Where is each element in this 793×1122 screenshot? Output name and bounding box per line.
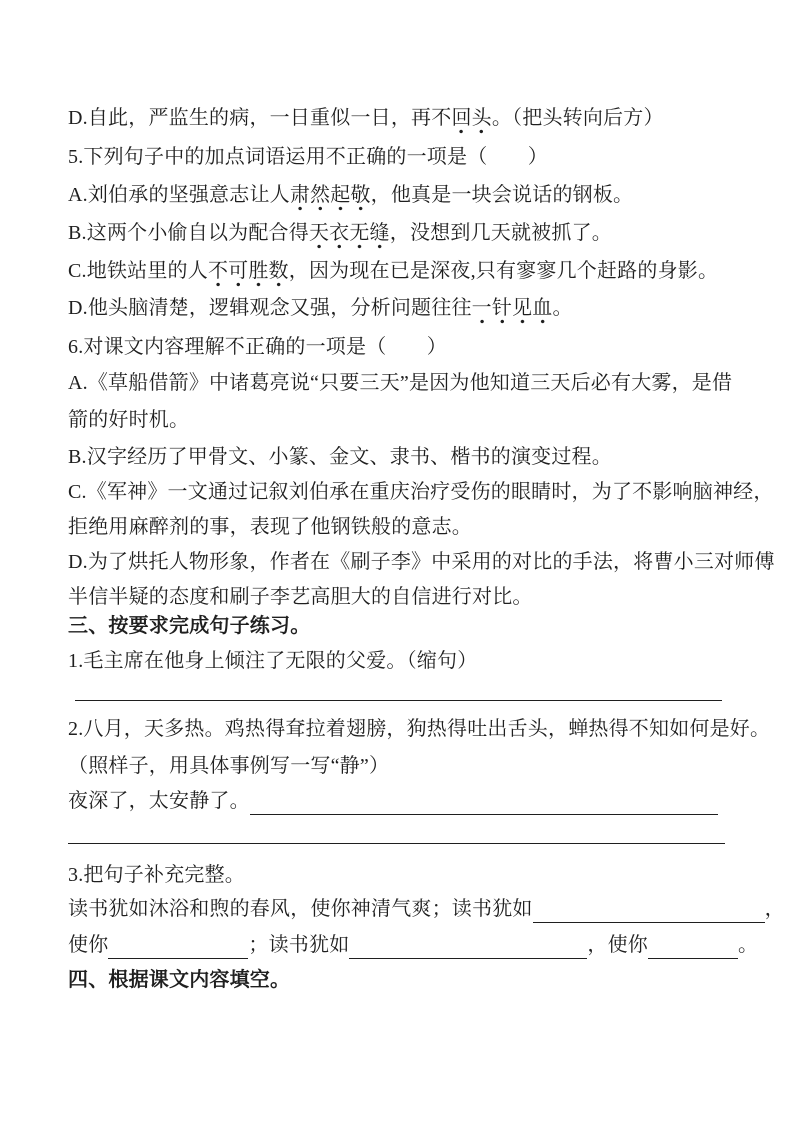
answer-blank	[648, 934, 738, 959]
text-segment: 。（把头转向后方）	[491, 107, 664, 129]
answer-line-1	[75, 700, 722, 701]
emphasized-phrase: 天衣无缝	[309, 222, 390, 249]
emphasized-phrase: 回头	[451, 107, 491, 134]
text-segment: A.《草船借箭》中诸葛亮说“只要三天”是因为他知道三天后必有大雾，是借	[68, 372, 733, 394]
option-6d-line2	[68, 583, 788, 611]
answer-blank	[533, 898, 765, 923]
text-segment: 夜深了，太安静了。	[68, 790, 250, 812]
text-segment: 。	[738, 934, 759, 956]
text-segment: D.自此，严监生的病，一日重似一日，再不	[68, 107, 452, 129]
text-segment: B.这两个小偷自以为配合得	[68, 222, 309, 244]
text-segment: 。	[552, 297, 573, 319]
question-3-3-line1	[68, 895, 788, 923]
text-segment: 5.下列句子中的加点词语运用不正确的一项是（ ）	[68, 146, 548, 168]
question-3-2-line1	[68, 715, 788, 743]
answer-blank	[108, 934, 248, 959]
text-segment: ，	[764, 898, 785, 920]
text-segment: 四、根据课文内容填空。	[68, 969, 291, 991]
text-segment: 3.把句子补充完整。	[68, 864, 245, 886]
emphasized-phrase: 不可胜数	[208, 260, 289, 287]
text-segment: 2.八月，天多热。鸡热得耷拉着翅膀，狗热得吐出舌头，蝉热得不知如何是好。	[68, 718, 771, 740]
text-segment: （照样子，用具体事例写一写“静”）	[68, 755, 390, 777]
emphasized-phrase: 肃然起敬	[290, 184, 371, 211]
text-segment: 读书犹如沐浴和煦的春风，使你神清气爽；读书犹如	[68, 898, 533, 920]
answer-blank	[250, 790, 718, 815]
text-segment: ，使你	[587, 934, 649, 956]
question-5	[68, 143, 788, 171]
option-6a-line2	[68, 406, 788, 434]
option-6c-line2	[68, 513, 788, 541]
text-segment: D.为了烘托人物形象，作者在《刷子李》中采用的对比的手法，将曹小三对师傅	[68, 551, 775, 573]
option-5a	[68, 181, 788, 209]
section-3-heading	[68, 612, 788, 640]
answer-blank	[349, 934, 587, 959]
text-segment: 6.对课文内容理解不正确的一项是（ ）	[68, 336, 447, 358]
text-segment: B.汉字经历了甲骨文、小篆、金文、隶书、楷书的演变过程。	[68, 446, 612, 468]
option-6d-line1	[68, 548, 788, 576]
text-segment: A.刘伯承的坚强意志让人	[68, 184, 290, 206]
text-segment: ；读书犹如	[248, 934, 350, 956]
option-5b	[68, 219, 788, 247]
option-6a-line1	[68, 369, 788, 397]
question-3-3-line2	[68, 931, 788, 959]
option-5d	[68, 294, 788, 322]
text-segment: 箭的好时机。	[68, 409, 190, 431]
text-segment: 半信半疑的态度和刷子李艺高胆大的自信进行对比。	[68, 586, 533, 608]
question-3-2-line2	[68, 752, 788, 780]
option-6b	[68, 443, 788, 471]
text-segment: C.地铁站里的人	[68, 260, 208, 282]
text-segment: C.《军神》一文通过记叙刘伯承在重庆治疗受伤的眼睛时，为了不影响脑神经，	[68, 481, 774, 503]
text-segment: ，他真是一块会说话的钢板。	[370, 184, 634, 206]
text-segment: ，没想到几天就被抓了。	[389, 222, 612, 244]
text-segment: ，因为现在已是深夜,只有寥寥几个赶路的身影。	[288, 260, 719, 282]
emphasized-phrase: 一针见血	[472, 297, 553, 324]
question-3-3	[68, 861, 788, 889]
section-4-heading	[68, 966, 788, 994]
text-segment: D.他头脑清楚，逻辑观念又强，分析问题往往	[68, 297, 472, 319]
question-6	[68, 333, 788, 361]
question-3-2-answer	[68, 787, 788, 815]
text-segment: 1.毛主席在他身上倾注了无限的父爱。（缩句）	[68, 650, 478, 672]
text-segment: 使你	[68, 934, 109, 956]
question-3-1	[68, 647, 788, 675]
option-6c-line1	[68, 478, 788, 506]
answer-line-2	[68, 843, 725, 844]
option-4d	[68, 104, 788, 132]
text-segment: 三、按要求完成句子练习。	[68, 615, 311, 637]
text-segment: 拒绝用麻醉剂的事，表现了他钢铁般的意志。	[68, 516, 472, 538]
option-5c	[68, 257, 788, 285]
